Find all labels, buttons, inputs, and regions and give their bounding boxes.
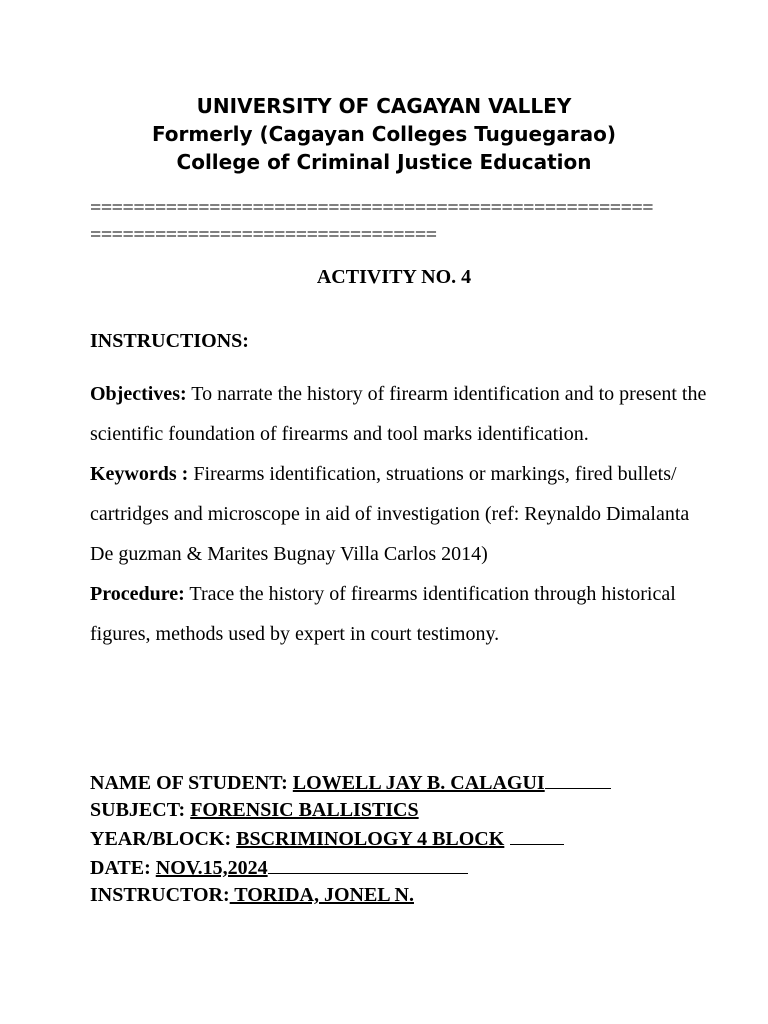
- student-name-blank-line: [545, 768, 611, 789]
- former-name: Formerly (Cagayan Colleges Tuguegarao): [151, 122, 617, 146]
- procedure-text: Trace the history of firearms identification through historical figures, methods used by expert in court testimony.: [90, 583, 676, 645]
- year-block-row: [90, 824, 611, 853]
- document-header: [0, 92, 768, 176]
- year-block-blank-line: [510, 824, 564, 845]
- divider-line-2: ================================: [90, 224, 437, 246]
- date-blank-line: [268, 853, 468, 874]
- instructions-heading: INSTRUCTIONS:: [90, 330, 249, 352]
- procedure-paragraph: [90, 574, 710, 654]
- date-row: [90, 853, 611, 882]
- objectives-label: Objectives:: [90, 383, 187, 405]
- year-block-value: BSCRIMINOLOGY 4 BLOCK: [236, 828, 505, 850]
- date-label: DATE:: [90, 857, 156, 879]
- objectives-text: To narrate the history of firearm identification and to present the scientific foundation of firearms and tool marks identification.: [90, 383, 707, 445]
- subject-value: FORENSIC BALLISTICS: [190, 799, 419, 821]
- divider-line-1: ====================================================: [90, 197, 654, 219]
- university-name: UNIVERSITY OF CAGAYAN VALLEY: [196, 94, 572, 118]
- student-name-value: LOWELL JAY B. CALAGUI: [292, 772, 545, 794]
- instructions-body: [90, 374, 710, 654]
- instructor-label: INSTRUCTOR:: [90, 884, 230, 906]
- date-value: NOV.15,2024: [155, 857, 268, 879]
- student-name-label: NAME OF STUDENT:: [90, 772, 293, 794]
- instructor-value: TORIDA, JONEL N.: [229, 884, 414, 906]
- student-name-row: [90, 768, 611, 797]
- subject-label: SUBJECT:: [90, 799, 191, 821]
- student-info: [90, 768, 611, 909]
- activity-title: ACTIVITY NO. 4: [316, 266, 472, 288]
- year-block-label: YEAR/BLOCK:: [90, 828, 237, 850]
- keywords-label: Keywords :: [90, 463, 189, 485]
- subject-row: [90, 797, 611, 824]
- procedure-label: Procedure:: [90, 583, 185, 605]
- college-name: College of Criminal Justice Education: [176, 150, 592, 174]
- keywords-paragraph: [90, 454, 710, 574]
- keywords-text: Firearms identification, struations or markings, fired bullets/ cartridges and microscope in aid of investigation (ref: Reynaldo Dimalanta De guzman & Marites Bugnay Villa Carlos 2014): [90, 463, 690, 565]
- objectives-paragraph: [90, 374, 710, 454]
- instructor-row: [90, 882, 611, 909]
